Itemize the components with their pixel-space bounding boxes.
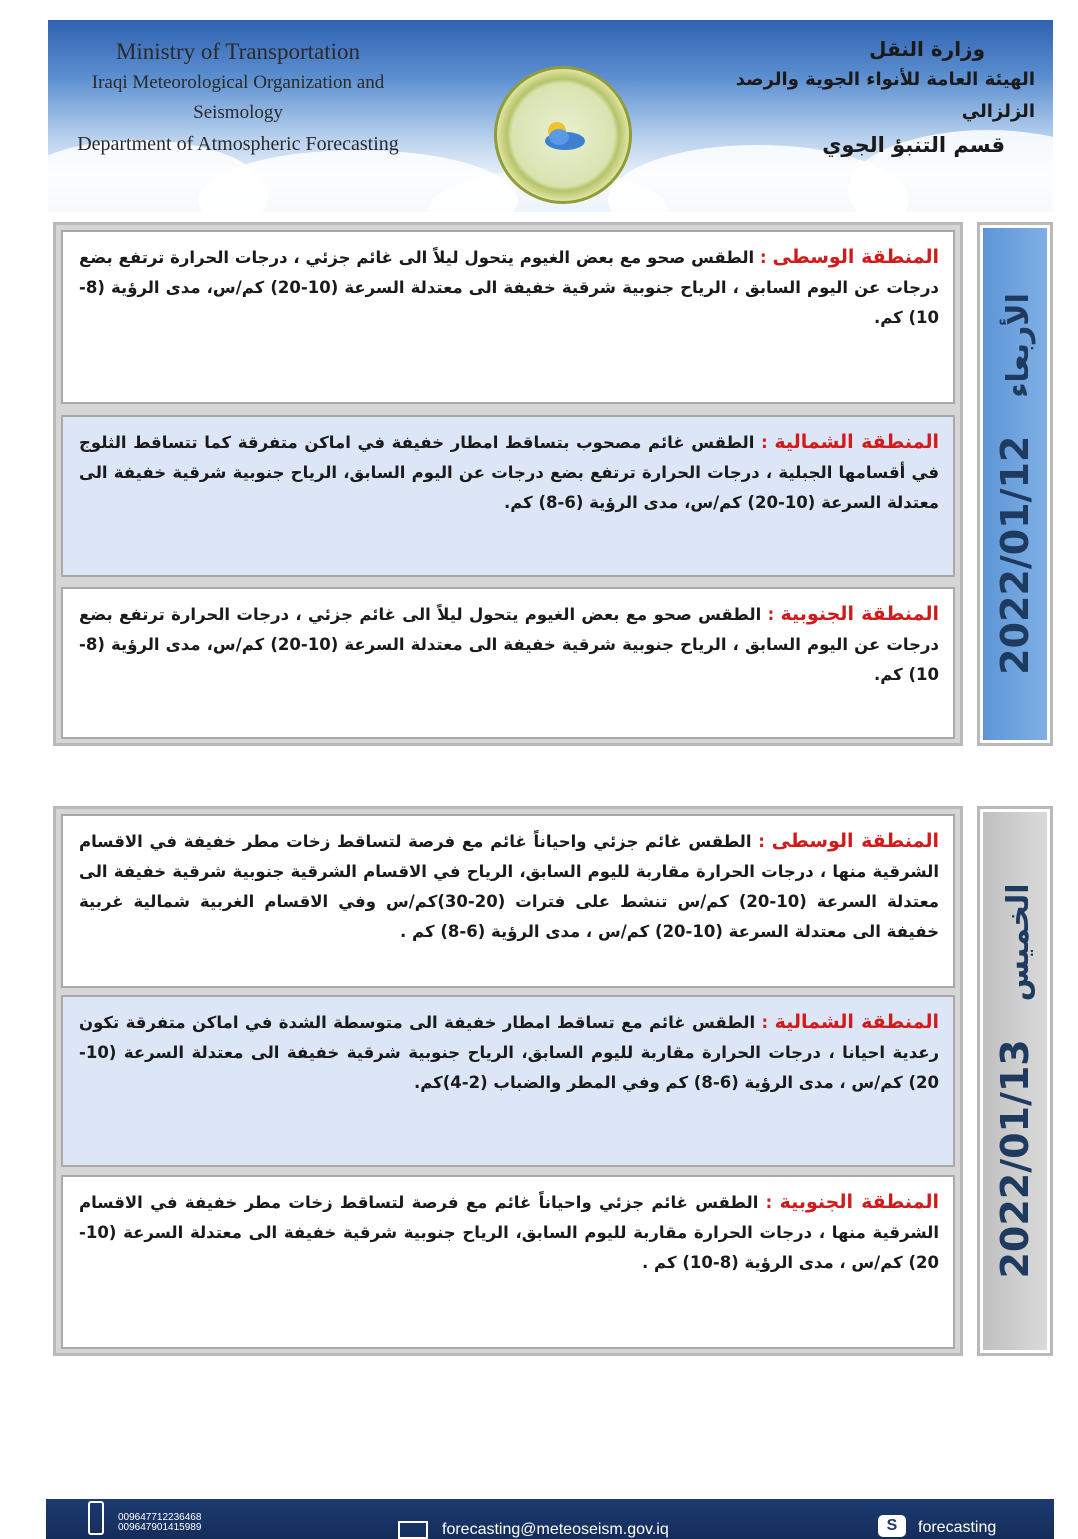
- region-forecast-central: [61, 814, 955, 988]
- header-banner: [48, 20, 1053, 212]
- forecast-day-name: الأربعاء: [1001, 293, 1036, 398]
- region-separator: :: [758, 832, 765, 851]
- forecast-day-section: [53, 222, 1058, 746]
- regions-container: [53, 222, 963, 746]
- day-date-band: [977, 806, 1053, 1356]
- mail-icon: [398, 1521, 428, 1539]
- department-name-en: Department of Atmospheric Forecasting: [77, 133, 399, 155]
- region-forecast-north: [61, 415, 955, 577]
- forecast-date: 2022/01/12: [993, 435, 1037, 675]
- region-name: المنطقة الوسطى: [771, 830, 940, 852]
- region-separator: :: [761, 433, 768, 452]
- region-name: المنطقة الجنوبية: [780, 603, 939, 625]
- region-forecast-text: الطقس غائم جزئي واحياناً غائم مع فرصة لتساقط زخات مطر خفيفة في الاقسام الشرقية منها ، درجات الحرارة مقاربة لليوم السابق، الرياح جنوبية شرقية خفيفة الى معتدلة السرعة (10-20) كم/س ، مدى الرؤية (8-10) كم .: [79, 1193, 939, 1272]
- department-name-ar: قسم التنبؤ الجوي: [822, 133, 1005, 157]
- ministry-name-ar: وزارة النقل: [869, 37, 985, 61]
- phone-number: 009647901415989: [118, 1522, 202, 1533]
- phone-icon: [88, 1501, 104, 1535]
- day-date-band: [977, 222, 1053, 746]
- contact-footer: [46, 1499, 1054, 1539]
- ministry-name-en: Ministry of Transportation: [115, 39, 361, 64]
- region-name: المنطقة الجنوبية: [779, 1191, 939, 1213]
- organization-name-en: Iraqi Meteorological Organization and Seismology: [91, 72, 385, 123]
- region-forecast-south: [61, 1175, 955, 1349]
- sun-cloud-icon: [539, 117, 589, 153]
- regions-container: [53, 806, 963, 1356]
- region-name: المنطقة الوسطى: [772, 246, 939, 268]
- skype-icon: S: [878, 1515, 906, 1537]
- region-name: المنطقة الشمالية: [774, 431, 940, 453]
- phone-number: 009647712236468: [118, 1512, 202, 1523]
- region-forecast-south: [61, 587, 955, 739]
- forecast-day-section: [53, 806, 1058, 1356]
- region-name: المنطقة الشمالية: [774, 1011, 939, 1033]
- region-forecast-central: [61, 230, 955, 404]
- region-forecast-text: الطقس غائم جزئي واحياناً غائم مع فرصة لتساقط زخات مطر خفيفة في الاقسام الشرقية منها ، درجات الحرارة مقاربة لليوم السابق، الرياح في الاقسام الشرقية جنوبية شرقية خفيفة الى معتدلة السرعة (10-20) كم/س تنشط على فترات (20-30)كم/س وفي الاقسام الغربية شمالية غربية خفيفة الى معتدلة السرعة (10-20) كم/س ، مدى الرؤية (6-8) كم .: [79, 832, 939, 941]
- region-forecast-text: الطقس غائم مع تساقط امطار خفيفة الى متوسطة الشدة في اماكن متفرقة تكون رعدية احيانا ، درجات الحرارة مقاربة لليوم السابق، الرياح جنوبية شرقية خفيفة الى معتدلة السرعة (10-20) كم/س ، مدى الرؤية (6-8) كم وفي المطر والضباب (2-4)كم.: [79, 1013, 939, 1092]
- day-label: [993, 293, 1037, 675]
- day-label: [993, 883, 1037, 1278]
- arabic-title-block: [705, 34, 1035, 162]
- english-title-block: [48, 36, 428, 160]
- forecast-date: 2022/01/13: [993, 1039, 1037, 1279]
- organization-name-ar: الهيئة العامة للأنواء الجوية والرصد الزلزالي: [735, 69, 1035, 122]
- region-separator: :: [760, 248, 767, 267]
- phone-numbers: [118, 1513, 201, 1533]
- region-separator: :: [761, 1013, 769, 1032]
- email-link[interactable]: forecasting@meteoseism.gov.iq: [442, 1521, 669, 1538]
- region-forecast-text: الطقس صحو مع بعض الغيوم يتحول ليلاً الى غائم جزئي ، درجات الحرارة ترتفع بضع درجات عن اليوم السابق ، الرياح جنوبية شرقية خفيفة الى معتدلة السرعة (10-20) كم/س، مدى الرؤية (8-10) كم.: [79, 605, 939, 684]
- region-forecast-text: الطقس غائم مصحوب بتساقط امطار خفيفة في اماكن متفرقة كما تتساقط الثلوج في أقسامها الجبلية ، درجات الحرارة ترتفع بضع درجات عن اليوم السابق، الرياح جنوبية شرقية خفيفة الى معتدلة السرعة (10-20) كم/س، مدى الرؤية (6-8) كم.: [79, 433, 939, 512]
- organization-seal-logo: [494, 66, 632, 204]
- region-forecast-north: [61, 995, 955, 1167]
- region-separator: :: [767, 605, 775, 624]
- forecast-day-name: الخميس: [1001, 883, 1036, 1002]
- region-separator: :: [765, 1193, 773, 1212]
- skype-handle[interactable]: forecasting: [918, 1519, 997, 1536]
- region-forecast-text: الطقس صحو مع بعض الغيوم يتحول ليلاً الى غائم جزئي ، درجات الحرارة ترتفع بضع درجات عن اليوم السابق ، الرياح جنوبية شرقية خفيفة الى معتدلة السرعة (10-20) كم/س، مدى الرؤية (8-10) كم.: [79, 248, 939, 327]
